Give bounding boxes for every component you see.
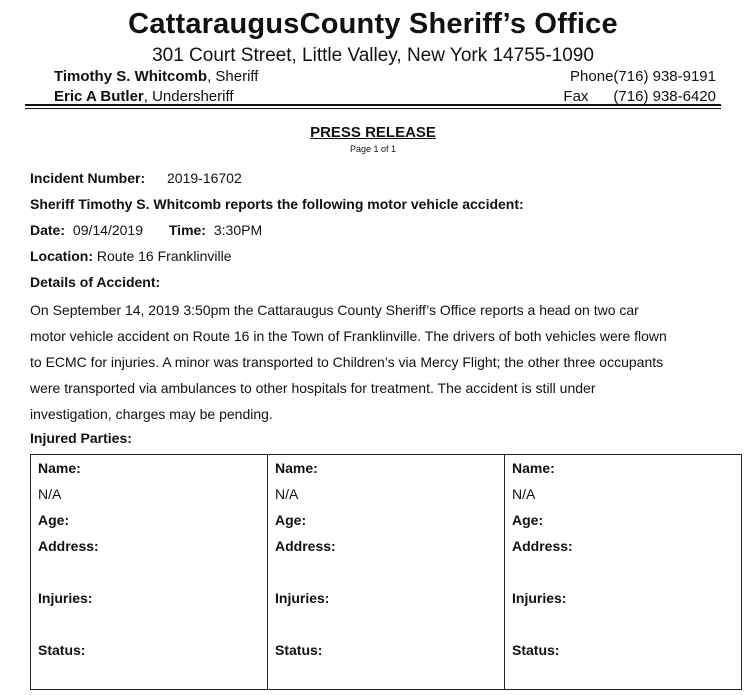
date-label: Date: xyxy=(30,222,66,238)
details-line: to ECMC for injuries. A minor was transported to Children’s via Mercy Flight; the other three occupants xyxy=(30,354,664,370)
name-label: Name: xyxy=(512,460,555,476)
details-line: motor vehicle accident on Route 16 in the Town of Franklinville. The drivers of both vehicles were flown xyxy=(30,328,667,344)
status-label: Status: xyxy=(512,642,560,658)
age-label: Age: xyxy=(38,512,70,528)
injuries-label: Injuries: xyxy=(275,590,330,606)
location-label: Location: xyxy=(30,248,93,264)
press-release-heading: PRESS RELEASE xyxy=(310,124,436,141)
table-row xyxy=(31,455,742,690)
office-address: 301 Court Street, Little Valley, New York 14755-1090 xyxy=(152,45,594,66)
injured-party-cell xyxy=(505,455,742,690)
header-rule-thick xyxy=(25,104,721,106)
incident-number-line xyxy=(30,170,242,186)
report-line: Sheriff Timothy S. Whitcomb reports the following motor vehicle accident: xyxy=(30,196,524,212)
age-label: Age: xyxy=(275,512,307,528)
name-label: Name: xyxy=(275,460,318,476)
phone-number: Phone(716) 938-9191 xyxy=(570,68,716,85)
age-label: Age: xyxy=(512,512,544,528)
sheriff-name: Timothy S. Whitcomb xyxy=(54,68,208,85)
sheriff-title: , Sheriff xyxy=(207,68,259,85)
time-label: Time: xyxy=(168,222,206,238)
injured-parties-label: Injured Parties: xyxy=(30,430,132,446)
injured-parties-table xyxy=(30,454,742,690)
details-paragraph xyxy=(30,297,735,427)
name-value: N/A xyxy=(275,486,299,502)
location-line xyxy=(30,248,232,264)
time-value: 3:30PM xyxy=(213,222,263,238)
sheriff-line xyxy=(54,68,258,85)
fax-number: Fax (716) 938-6420 xyxy=(563,88,716,105)
date-time-line xyxy=(30,222,262,238)
page-indicator: Page 1 of 1 xyxy=(349,144,397,154)
details-line: were transported via ambulances to other hospitals for treatment. The accident is still under xyxy=(30,380,596,396)
injuries-label: Injuries: xyxy=(512,590,567,606)
injuries-label: Injuries: xyxy=(38,590,93,606)
name-label: Name: xyxy=(38,460,81,476)
undersheriff-name: Eric A Butler xyxy=(54,88,144,105)
status-label: Status: xyxy=(38,642,86,658)
injured-party-cell xyxy=(31,455,268,690)
details-line: investigation, charges may be pending. xyxy=(30,406,273,422)
address-label: Address: xyxy=(275,538,336,554)
name-value: N/A xyxy=(38,486,62,502)
injured-party-cell xyxy=(268,455,505,690)
undersheriff-title: , Undersheriff xyxy=(143,88,234,105)
location-value: Route 16 Franklinville xyxy=(96,248,232,264)
address-label: Address: xyxy=(38,538,99,554)
date-value: 09/14/2019 xyxy=(72,222,143,238)
details-label: Details of Accident: xyxy=(30,274,161,290)
undersheriff-line xyxy=(54,88,234,105)
incident-number: 2019-16702 xyxy=(167,170,242,186)
status-label: Status: xyxy=(275,642,323,658)
details-line: On September 14, 2019 3:50pm the Cattaraugus County Sheriff’s Office reports a head on two car xyxy=(30,302,639,318)
name-value: N/A xyxy=(512,486,536,502)
incident-number-label: Incident Number: xyxy=(30,170,146,186)
office-title: CattaraugusCounty Sheriff’s Office xyxy=(128,8,618,40)
address-label: Address: xyxy=(512,538,573,554)
header-rule-thin xyxy=(25,108,721,109)
